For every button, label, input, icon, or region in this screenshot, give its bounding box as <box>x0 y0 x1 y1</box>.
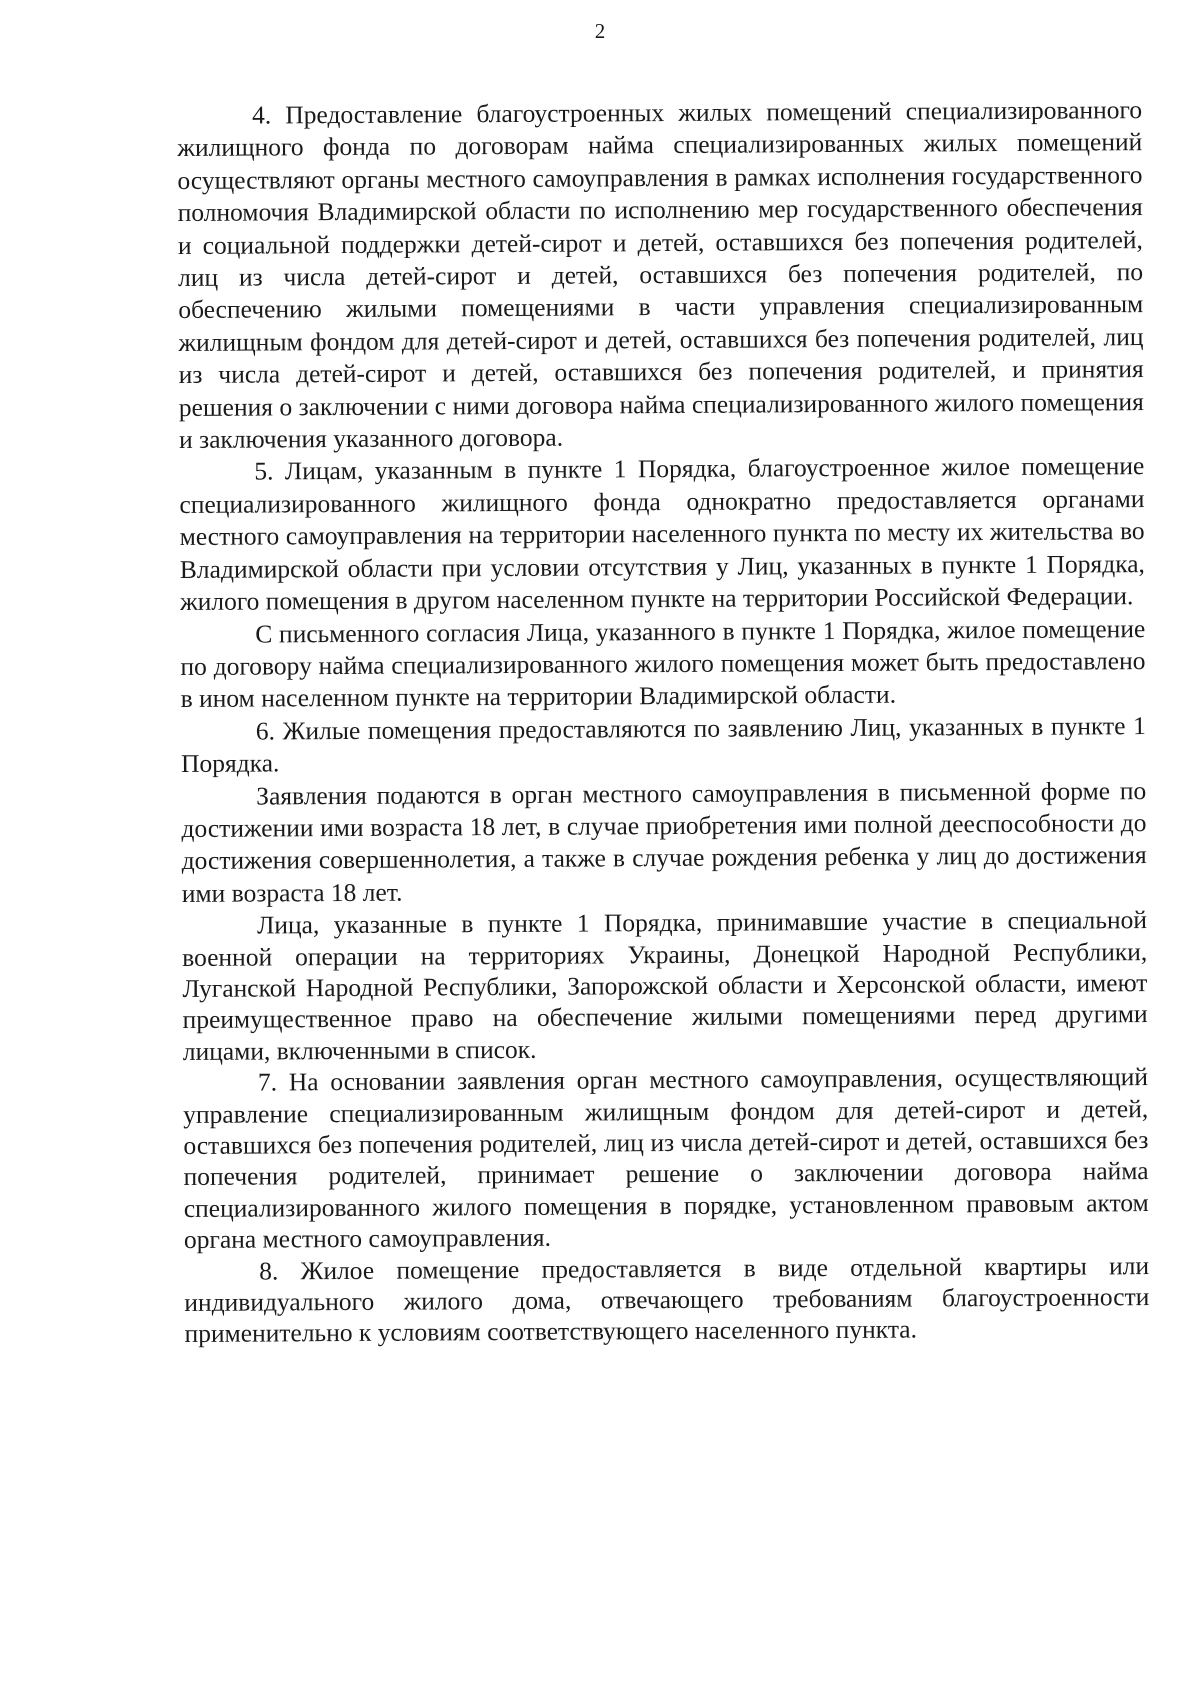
paragraph-consent: С письменного согласия Лица, указанного в пункте 1 Порядка, жилое помещение по договору найма специализированного жилого помещения может быть предоставлено в ином населенном пункте на территории Владимирской области. <box>180 613 1146 714</box>
paragraph-item-8: 8. Жилое помещение предоставляется в виде отдельной квартиры или индивидуального жилого дома, отвечающего требованиям благоустроенности применительно к условиям соответствующего населенного пункта. <box>184 1250 1150 1349</box>
paragraph-item-5: 5. Лицам, указанным в пункте 1 Порядка, благоустроенное жилое помещение специализированного жилищного фонда однократно предоставляется органами местного самоуправления на территории населенного пункта по месту их жительства во Владимирской области при условии отсутствия у Лиц, указанных в пункте 1 Порядка, жилого помещения в другом населенном пункте на территории Российской Федерации. <box>179 451 1145 617</box>
paragraph-item-4: 4. Предоставление благоустроенных жилых помещений специализированного жилищного фонда по договорам найма специализированных жилых помещений осуществляют органы местного самоуправления в рамках исполнения государственного полномочия Владимирской области по исполнению мер государственного обеспечения и социальной поддержки детей-сирот и детей, оставшихся без попечения родителей, лиц из числа детей-сирот и детей, оставшихся без попечения родителей, по обеспечению жилыми помещениями в части управления специализированным жилищным фондом для детей-сирот и детей, оставшихся без попечения родителей, лиц из числа детей-сирот и детей, оставшихся без попечения родителей, и принятия решения о заключении с ними договора найма специализированного жилого помещения и заключения указанного договора. <box>177 95 1144 455</box>
page-number: 2 <box>594 19 606 43</box>
paragraph-item-6: 6. Жилые помещения предоставляются по заявлению Лиц, указанных в пункте 1 Порядка. <box>180 710 1146 779</box>
paragraph-item-7: 7. На основании заявления орган местного самоуправления, осуществляющий управление специализированным жилищным фондом для детей-сирот и детей, оставшихся без попечения родителей, лиц из числа детей-сирот и детей, оставшихся без попечения родителей, принимает решение о заключении договора найма специализированного жилого помещения в порядке, установленном правовым актом органа местного самоуправления. <box>183 1062 1149 1255</box>
document-body <box>177 94 1150 1350</box>
paragraph-priority-right: Лица, указанные в пункте 1 Порядка, принимавшие участие в специальной военной операции на территориях Украины, Донецкой Народной Республики, Луганской Народной Республики, Запорожской области и Херсонской области, имеют преимущественное право на обеспечение жилыми помещениями перед другими лицами, включенными в список. <box>182 905 1148 1066</box>
paragraph-applications: Заявления подаются в орган местного самоуправления в письменной форме по достижении ими возраста 18 лет, в случае приобретения ими полной дееспособности до достижения совершеннолетия, а также в случае рождения ребенка у лиц до достижения ими возраста 18 лет. <box>181 775 1147 908</box>
